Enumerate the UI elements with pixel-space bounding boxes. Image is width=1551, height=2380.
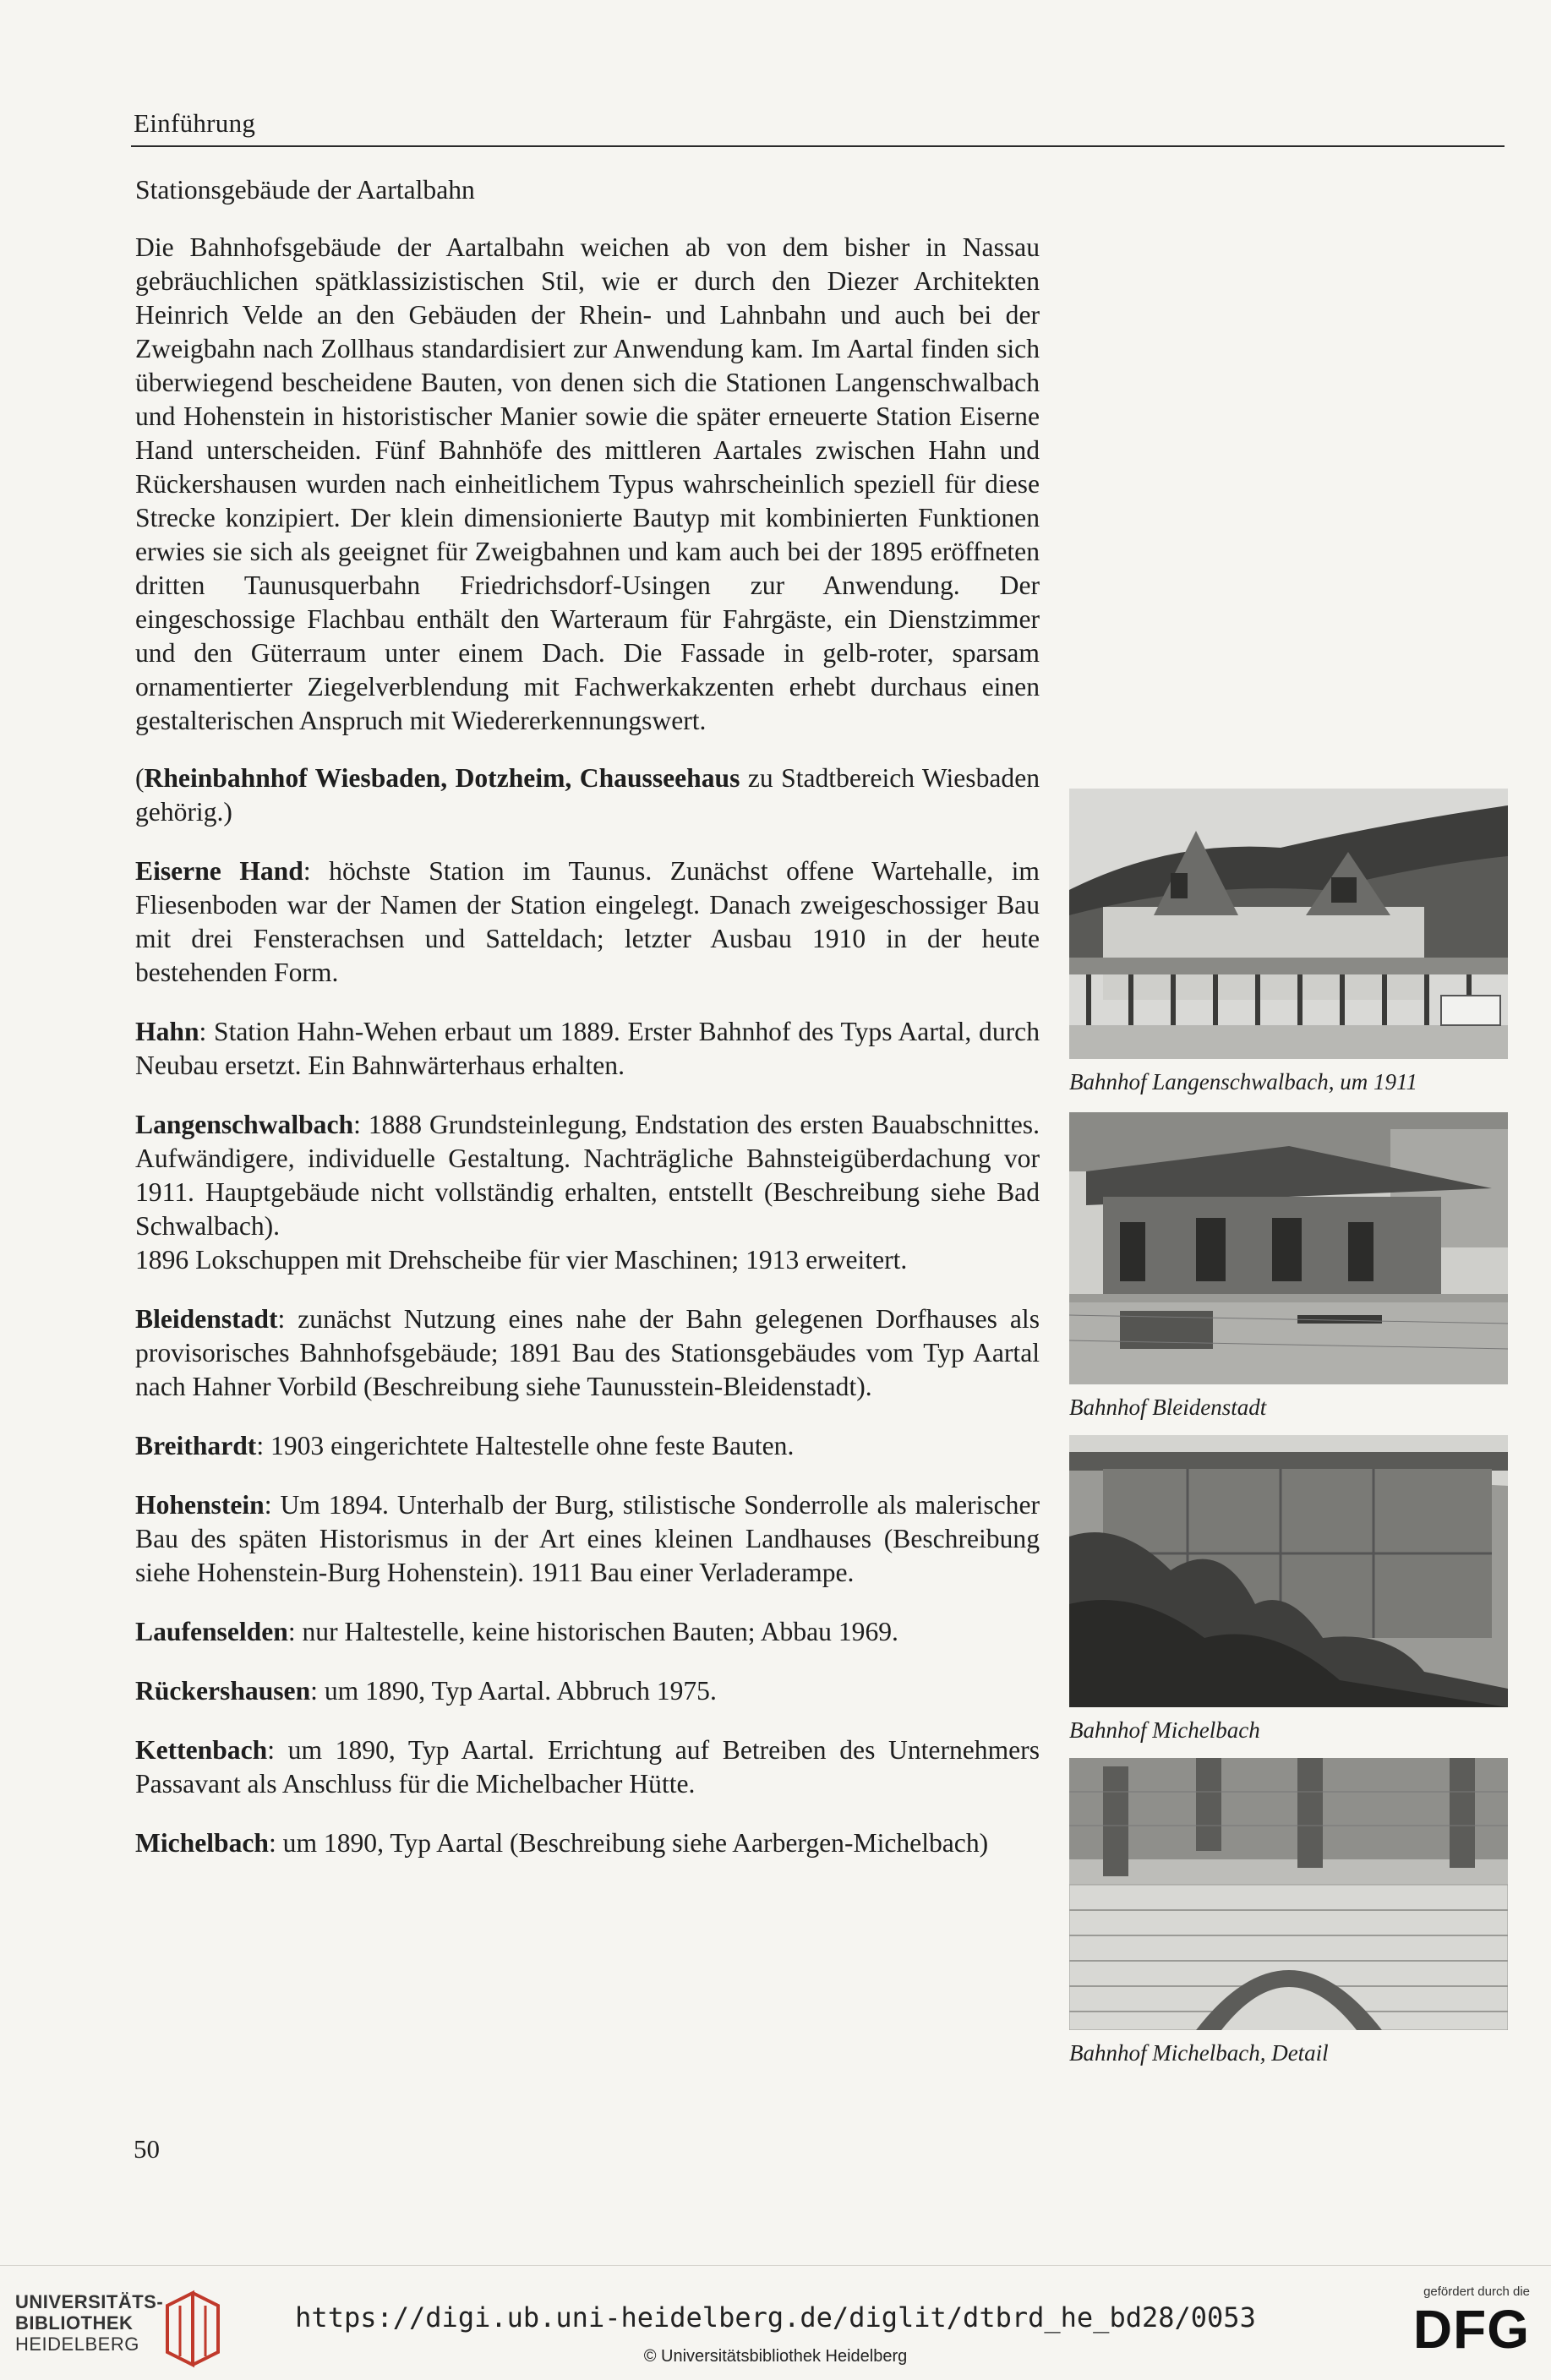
station-entry xyxy=(135,854,1040,990)
station-name: Langenschwalbach xyxy=(135,1110,354,1139)
station-name: Hohenstein xyxy=(135,1490,265,1520)
station-description: : 1903 eingerichtete Haltestelle ohne feste Bauten. xyxy=(256,1431,795,1460)
station-entry xyxy=(135,1826,1040,1860)
main-text-column xyxy=(135,173,1040,1886)
photo-michelbach-detail xyxy=(1069,1758,1508,2030)
station-entry xyxy=(135,1488,1040,1590)
figure-michelbach-detail xyxy=(1069,1758,1508,2066)
figure-bleidenstadt xyxy=(1069,1112,1508,1421)
intro-paragraph: Die Bahnhofsgebäude der Aartalbahn weichen ab von dem bisher in Nassau gebräuchlichen spätklassizistischen Stil, wie er durch den Diezer Architekten Heinrich Velde an den Gebäuden der Rhein- und Lahnbahn und auch bei der Zweigbahn nach Zollhaus standardisiert zur Anwendung kam. Im Aartal finden sich überwiegend bescheidene Bauten, von denen sich die Stationen Langenschwalbach und Hohenstein in historistischer Manier sowie die später erneuerte Station Eiserne Hand unterscheiden. Fünf Bahnhöfe des mittleren Aartales zwischen Hahn und Rückershausen wurden nach einheitlichem Typus wahrscheinlich speziell für diese Strecke konzipiert. Der klein dimensionierte Bautyp mit kombinierten Funktionen erwies sie sich als geeignet für Zweigbahnen und kam auch bei der 1895 eröffneten dritten Taunusquerbahn Friedrichsdorf-Usingen zur Anwendung. Der eingeschossige Flachbau enthält den Warteraum für Fahrgäste, ein Dienstzimmer und den Güterraum unter einem Dach. Die Fassade in gelb-roter, sparsam ornamentierter Ziegelverblendung mit Fachwerkakzenten erhebt durchaus einen gestalterischen Anspruch mit Wiedererkennungswert. xyxy=(135,232,1040,735)
footer xyxy=(0,2265,1551,2380)
permalink-url[interactable]: https://digi.ub.uni-heidelberg.de/diglit/dtbrd_he_bd28/0053 xyxy=(295,2301,1256,2334)
station-entry xyxy=(135,1429,1040,1463)
figure-caption: Bahnhof Bleidenstadt xyxy=(1069,1395,1267,1420)
station-description: : Station Hahn-Wehen erbaut um 1889. Erster Bahnhof des Typs Aartal, durch Neubau ersetzt. Ein Bahnwärterhaus erhalten. xyxy=(135,1017,1040,1080)
figure-caption: Bahnhof Langenschwalbach, um 1911 xyxy=(1069,1069,1417,1094)
photo-michelbach xyxy=(1069,1435,1508,1707)
running-header: Einführung xyxy=(134,108,256,138)
station-description: : höchste Station im Taunus. Zunächst offene Wartehalle, im Fliesenboden war der Namen der Station eingelegt. Danach zweigeschossiger Bau mit drei Fensterachsen und Satteldach; letzter Ausbau 1910 in der heute bestehenden Form. xyxy=(135,856,1040,987)
station-description: zu Stadtbereich Wiesbaden gehörig.) xyxy=(135,763,1040,827)
station-name: Hahn xyxy=(135,1017,199,1046)
station-name: Rheinbahnhof Wiesbaden, Dotzheim, Chausseehaus xyxy=(144,763,740,793)
station-name: Rückershausen xyxy=(135,1676,311,1706)
figure-langenschwalbach xyxy=(1069,789,1508,1095)
figure-caption: Bahnhof Michelbach xyxy=(1069,1717,1260,1743)
station-description: : Um 1894. Unterhalb der Burg, stilistische Sonderrolle als malerischer Bau des späten Historismus in der Art eines kleinen Landhauses (Beschreibung siehe Hohenstein-Burg Hohenstein). 1911 Bau einer Verladerampe. xyxy=(135,1490,1040,1587)
copyright-notice: © Universitätsbibliothek Heidelberg xyxy=(643,2347,908,2366)
station-description-extra: 1896 Lokschuppen mit Drehscheibe für vier Maschinen; 1913 erweitert. xyxy=(135,1245,908,1275)
section-title: Stationsgebäude der Aartalbahn xyxy=(135,175,475,205)
station-description: : nur Haltestelle, keine historischen Bauten; Abbau 1969. xyxy=(287,1617,898,1646)
header-rule xyxy=(131,145,1505,147)
station-name: Michelbach xyxy=(135,1828,269,1858)
funder-name: DFG xyxy=(1412,2299,1530,2360)
station-name: Laufenselden xyxy=(135,1617,288,1646)
station-entry xyxy=(135,1733,1040,1801)
station-name: Breithardt xyxy=(135,1431,257,1460)
dfg-logo xyxy=(1386,2284,1530,2360)
station-entry xyxy=(135,1302,1040,1404)
station-name: Eiserne Hand xyxy=(135,856,303,886)
figure-caption: Bahnhof Michelbach, Detail xyxy=(1069,2040,1329,2066)
station-name: Bleidenstadt xyxy=(135,1304,278,1334)
station-entry xyxy=(135,1015,1040,1083)
institution-name: UNIVERSITÄTS- BIBLIOTHEK HEIDELBERG xyxy=(15,2291,164,2355)
station-entry xyxy=(135,1615,1040,1649)
station-description: : zunächst Nutzung eines nahe der Bahn gelegenen Dorfhauses als provisorisches Bahnhofsgebäude; 1891 Bau des Stationsgebäudes vom Typ Aartal nach Hahner Vorbild (Beschreibung siehe Taunusstein-Bleidenstadt). xyxy=(135,1304,1040,1401)
station-entry xyxy=(135,1674,1040,1708)
station-description: : um 1890, Typ Aartal (Beschreibung siehe Aarbergen-Michelbach) xyxy=(268,1828,989,1858)
station-description: : 1888 Grundsteinlegung, Endstation des ersten Bauabschnittes. Aufwändigere, individuelle Gestaltung. Nachträgliche Bahnsteigüberdachung vor 1911. Hauptgebäude nicht vollständig erhalten, entstellt (Beschreibung siehe Bad Schwalbach). xyxy=(135,1110,1040,1241)
station-description: : um 1890, Typ Aartal. Errichtung auf Betreiben des Unternehmers Passavant als Anschluss für die Michelbacher Hütte. xyxy=(135,1735,1040,1799)
figure-michelbach xyxy=(1069,1435,1508,1744)
photo-langenschwalbach xyxy=(1069,789,1508,1059)
photo-bleidenstadt xyxy=(1069,1112,1508,1384)
station-name: Kettenbach xyxy=(135,1735,268,1765)
page-number: 50 xyxy=(134,2134,160,2164)
station-entry: (Rheinbahnhof Wiesbaden, Dotzheim, Chausseehaus zu Stadtbereich Wiesbaden gehörig.) xyxy=(135,763,1040,827)
station-description: : um 1890, Typ Aartal. Abbruch 1975. xyxy=(310,1676,717,1706)
station-entry xyxy=(135,1108,1040,1277)
funding-label: gefördert durch die xyxy=(1423,2284,1530,2299)
